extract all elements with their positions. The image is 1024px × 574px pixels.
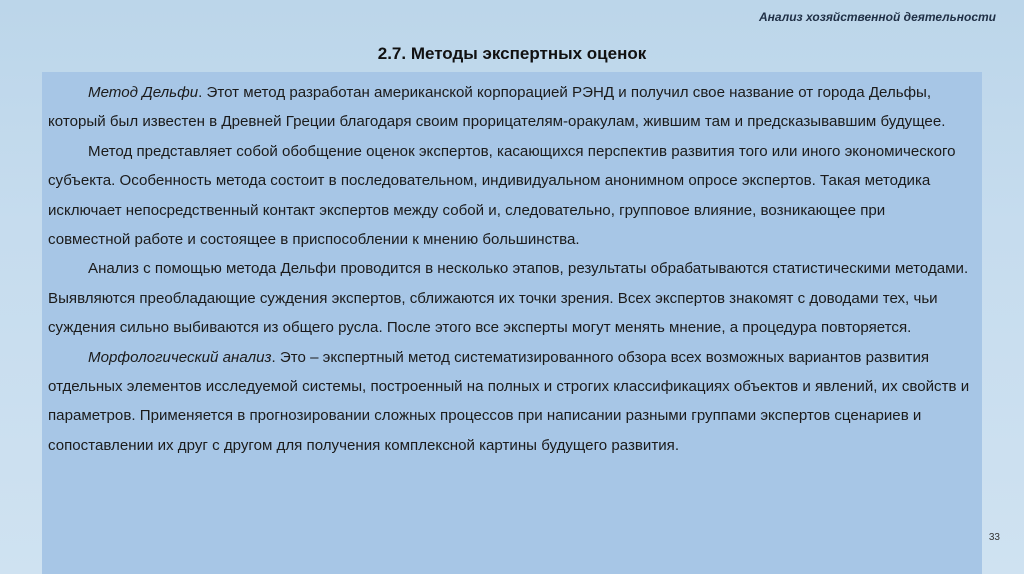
paragraph-text: . Это – экспертный метод систематизированного обзора всех возможных вариантов развития отдельных элементов исследуемой системы, построенный на полных и строгих классификациях объектов и явлений, их свойств и параметров. Применяется в прогнозировании сложных процессов при написании разными группами экспертов сценариев и сопоставлении их друг с другом для получения комплексной картины будущего развития. [48,348,970,454]
paragraph-text: . Этот метод разработан американской корпорацией РЭНД и получил свое название от города Дельфы, который был известен в Древней Греции благодаря своим прорицателям-оракулам, жившим там и предсказывавшим будущее. [48,84,946,131]
paragraph-morphological-analysis [48,343,970,461]
page-number: 33 [988,532,1000,543]
paragraph-delphi-stages: Анализ с помощью метода Дельфи проводится в несколько этапов, результаты обрабатываются статистическими методами. Выявляются преобладающие суждения экспертов, сближаются их точки зрения. Всех экспертов знакомят с доводами тех, чьи суждения сильно выбиваются из общего русла. После этого все эксперты могут менять мнение, а процедура повторяется. [48,260,969,337]
paragraph-delphi-description: Метод представляет собой обобщение оценок экспертов, касающихся перспектив развития того или иного экономического субъекта. Особенность метода состоит в последовательном, индивидуальном анонимном опросе экспертов. Такая методика исключает непосредственный контакт экспертов между собой и, следовательно, групповое влияние, возникающее при совместной работе и состоящее в приспособлении к мнению большинства. [48,142,956,249]
term-morphological-analysis: Морфологический анализ [88,348,272,366]
content-box [42,72,982,574]
page-title: 2.7. Методы экспертных оценок [377,44,647,63]
term-delphi-method: Метод Дельфи [88,84,199,101]
slide-header-subject: Анализ хозяйственной деятельности [759,10,996,24]
paragraph-delphi-intro [48,78,970,137]
